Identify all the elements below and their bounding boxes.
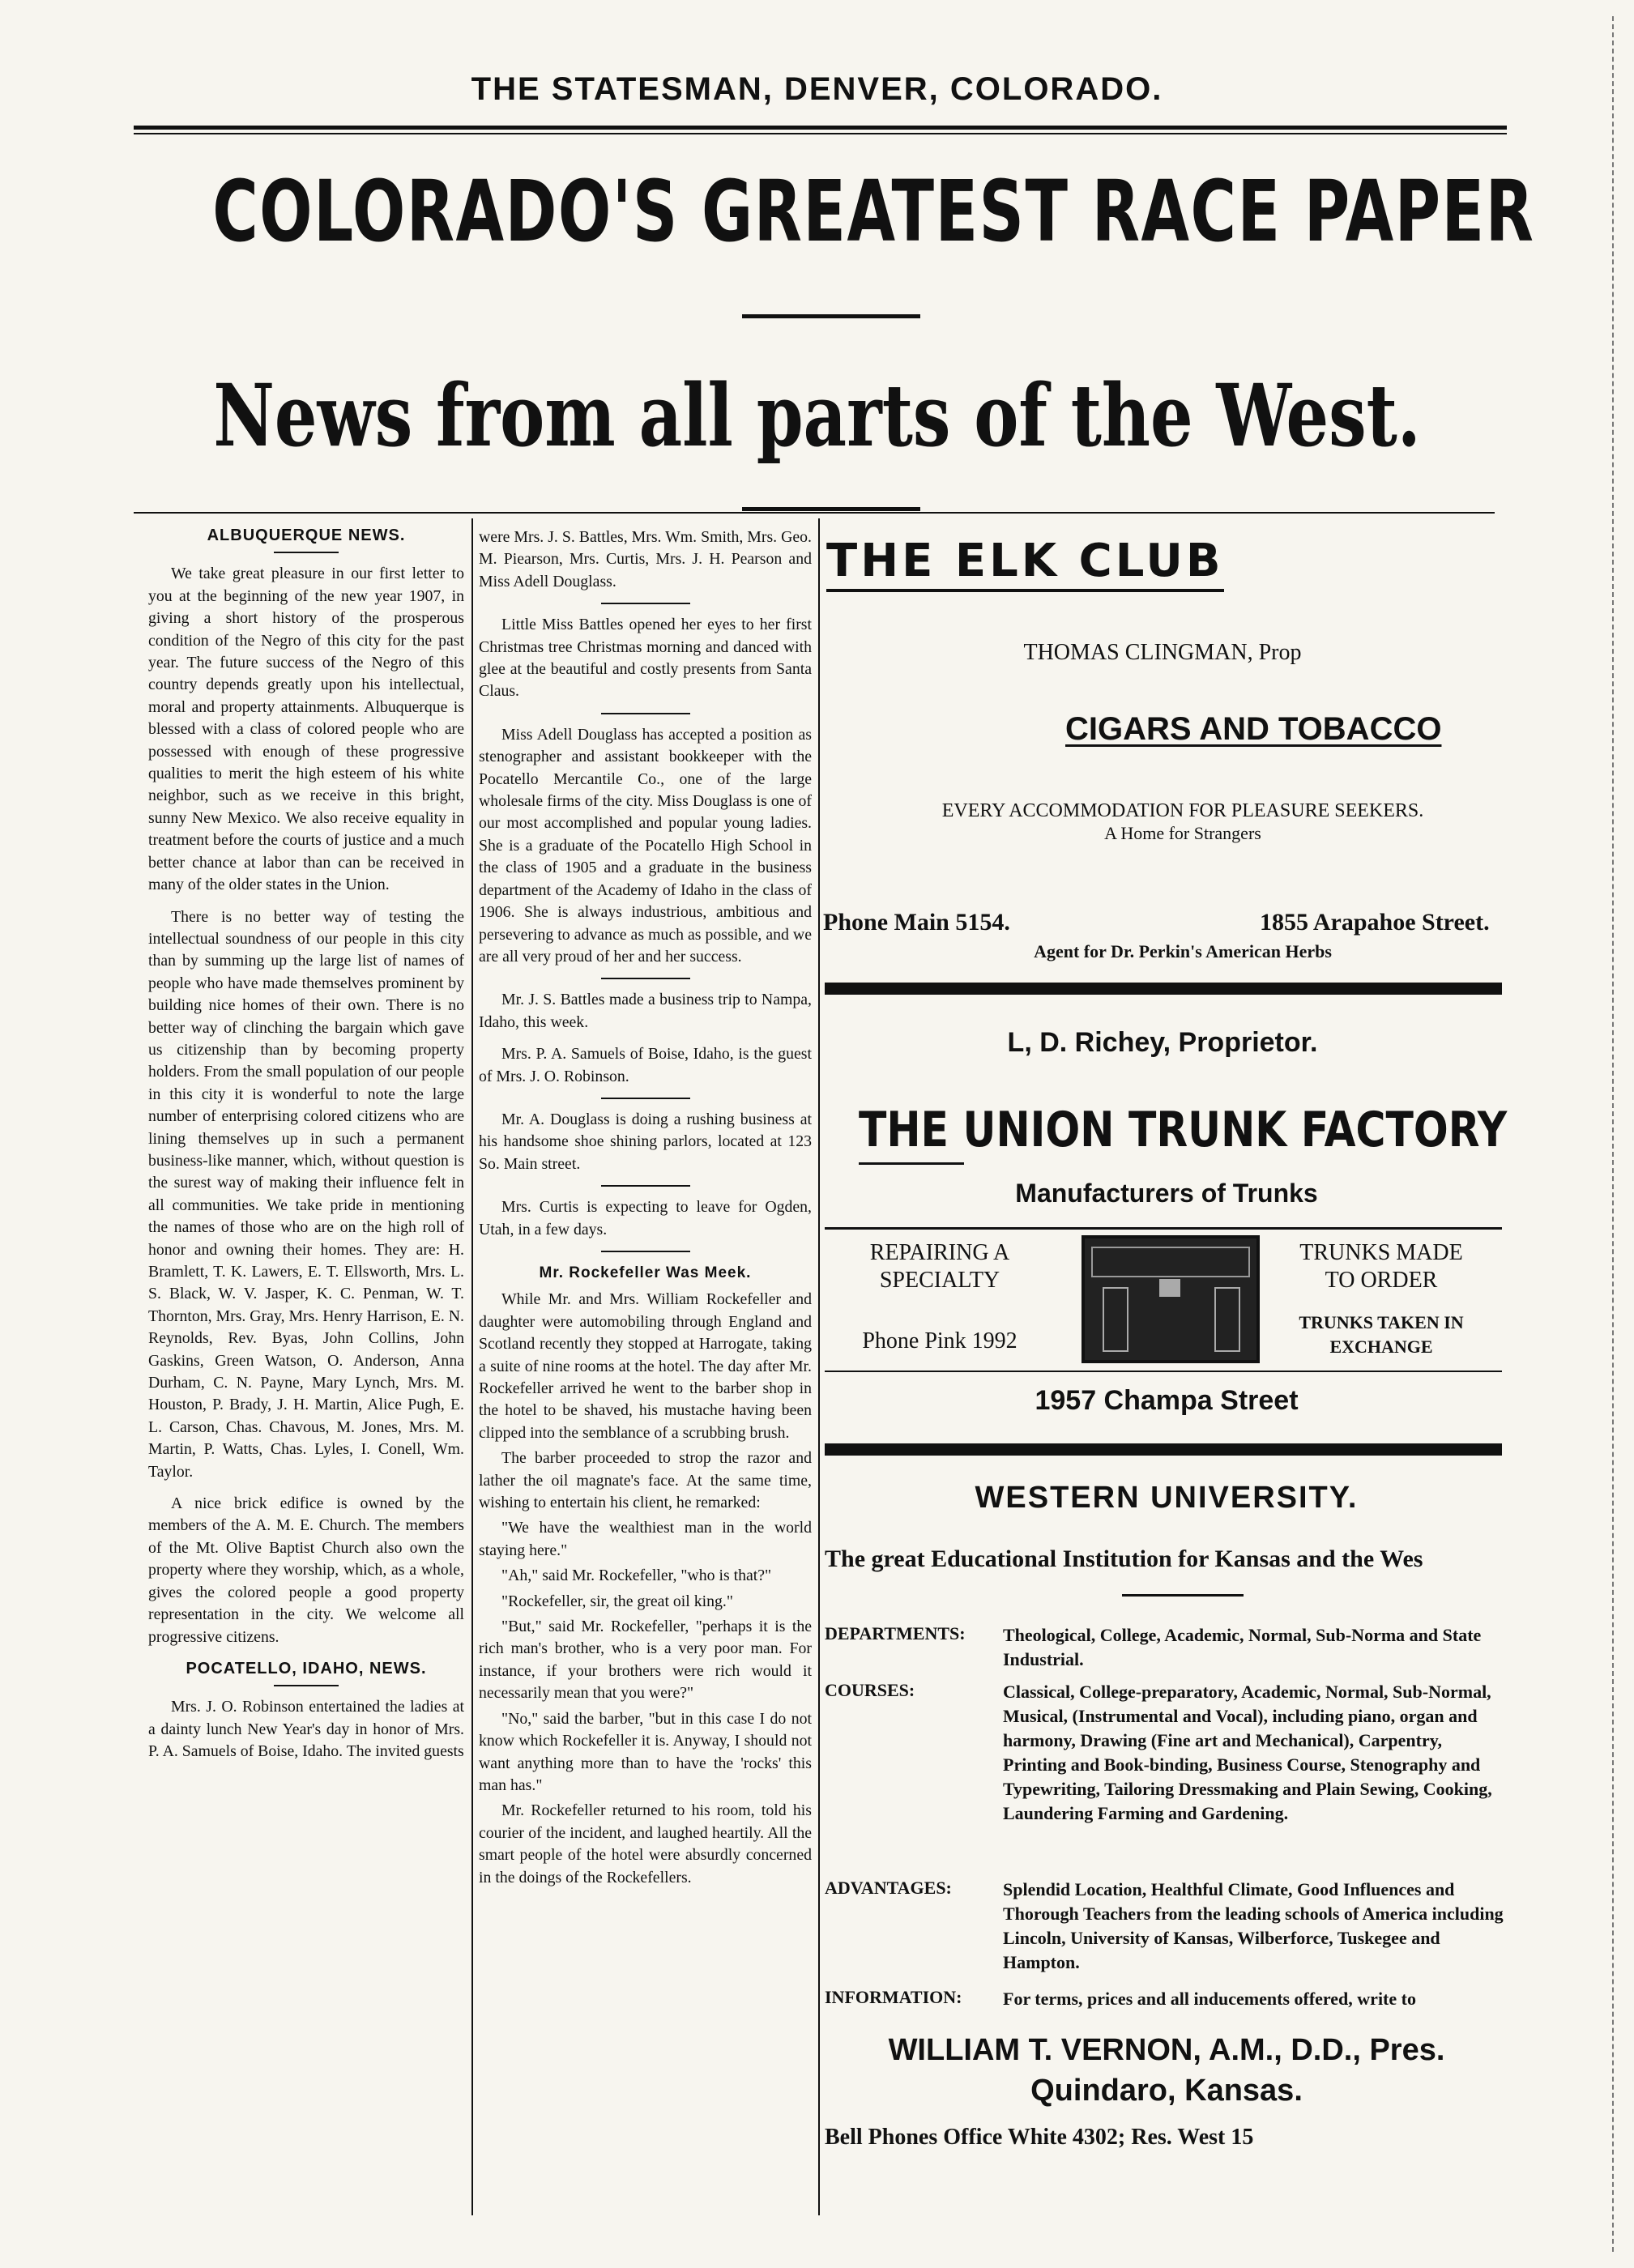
wu-advantages-label: ADVANTAGES: [825,1878,952,1898]
wu-courses: Classical, College-preparatory, Academic, Normal, Sub-Normal, Musical, (Instrumental and Vocal), including piano, organ and harmony, Drawing (Fine art and Mechanical), Carpentry, Printing and Book-binding, Business Course, Stenography and Typewriting, Tailoring Dressmaking and Plain Sewing, Cooking, Laundering Farming and Gardening. [1003,1682,1492,1823]
pocatello-heading: POCATELLO, IDAHO, NEWS. [186,1659,427,1678]
column-2 [479,526,812,1892]
article-paragraph: "We have the wealthiest man in the world staying here." [479,1519,812,1559]
trunk-illustration [1082,1235,1260,1363]
article-paragraph: Little Miss Battles opened her eyes to her first Christmas tree Christmas morning and danced with glee at the beautiful and costly presents from Santa Claus. [479,616,812,701]
article-paragraph: "Ah," said Mr. Rockefeller, "who is that?" [501,1567,772,1585]
article-paragraph: "Rockefeller, sir, the great oil king." [501,1592,733,1610]
trunk-title: THE UNION TRUNK FACTORY [859,1102,1508,1158]
trunk-box-top-rule [825,1227,1502,1230]
article-paragraph: There is no better way of testing the intellectual soundness of our people in this city than by summing up the large list of names of people who have made themselves prominent by building nice homes of their own. There is no better way of clinching the bargain which gave us citizenship than by becoming property holders. From the small population of our people in this city it is wonderful to note the large number of enterprising colored citizens who are lining themselves up in such a permanent business-like manner, which, without question is the surest way of making their influence felt in all communities. We take pride in mentioning the names of those who are on the high roll of honor and owning their homes. They are: H. Bramlett, T. K. Lawers, E. T. Ellsworth, Mrs. L. S. Black, W. V. Jasper, K. C. Penman, W. T. Thornton, Mrs. Gray, Mrs. Henry Harrison, E. N. Reynolds, Rev. Byas, John Collins, John Gaskins, Green Watson, O. Anderson, Anna Durham, C. N. Payne, Mary Lynch, Mrs. M. Houston, P. Brady, J. H. Martin, Alice Pugh, E. L. Carson, Chas. Chavous, M. Jones, Mrs. M. Martin, P. Watts, Chas. Lyles, I. Conell, Wm. Taylor. [148,907,464,1481]
elk-phone: Phone Main 5154. [823,909,1010,936]
item-separator [601,713,690,714]
wu-advantages: Splendid Location, Healthful Climate, Good Influences and Thorough Teachers from the leading schools of America including Lincoln, University of Kansas, Wilberforce, Tuskegee and Hampton. [1003,1879,1504,1972]
trunk-box-bottom-rule [825,1371,1502,1372]
item-separator [601,1185,690,1187]
article-paragraph: Miss Adell Douglass has accepted a position as stenographer and assistant bookkeeper with the Pocatello Mercantile Co., one of the large wholesale firms of the city. Miss Douglass is one of our most accomplished and popular young ladies. She is a graduate of the Pocatello High School in the class of 1905 and a graduate in the business department of the Academy of Idaho in the class of 1906. She is always industrious, ambitious and persevering to advance as much as possible, and we are all very proud of her and her success. [479,725,812,966]
top-rule-thick [134,126,1507,130]
item-separator [601,978,690,979]
elk-address: 1855 Arapahoe Street. [1260,909,1490,936]
wu-courses-label: COURSES: [825,1680,915,1700]
column-separator-2 [818,518,820,2215]
column-separator-1 [471,518,473,2215]
wu-place: Quindaro, Kansas. [1030,2074,1303,2108]
article-paragraph: While Mr. and Mrs. William Rockefeller and daughter were automobiling through England and Scotland recently they stopped at Harrogate, taking a suite of nine rooms at the hotel. The day after Mr. Rockefeller arrived he went to the barber shop in the hotel to be shaved, his mustache having been clipped into the semblance of a scrubbing brush. [479,1290,812,1442]
heading-rule [274,1685,339,1686]
subhead-divider [742,507,920,511]
article-paragraph: Mr. A. Douglass is doing a rushing business at his handsome shoe shining parlors, located at 123 So. Main street. [479,1110,812,1173]
article-paragraph: We take great pleasure in our first letter to you at the beginning of the new year 1907, in giving a short history of the prosperous condition of the Negro of this city for the past year. The future success of the Negro of this country depends greatly upon his intellectual, moral and property attainments. Albuquerque is blessed with a class of colored people who are possessed with enough of these progressive qualities to merit the high esteem of his white neighbor, such as we receive in this bright, sunny New Mexico. We also receive equality in treatment before the courts of justice and a much better chance at labor than can be received in many of the older states in the Union. [148,565,464,894]
trunk-address: 1957 Champa Street [1035,1385,1299,1416]
ad-divider-thick [825,983,1502,995]
wu-tagline: The great Educational Institution for Kansas and the Wes [825,1545,1423,1572]
subhead: News from all parts of the West. [213,364,1421,466]
article-paragraph: A nice brick edifice is owned by the members of the A. M. E. Church. The members of the Mt. Olive Baptist Church also own the property where they worship, which, as a whole, gives the colored people a good property representation in the city. We welcome all progressive citizens. [148,1494,464,1646]
wu-phones: Bell Phones Office White 4302; Res. West 15 [825,2125,1254,2150]
masthead-divider [742,314,920,318]
column-top-rule [134,512,1495,514]
trunk-proprietor: L, D. Richey, Proprietor. [1007,1027,1318,1058]
top-rule-thin [134,133,1507,134]
trunk-repairing: REPAIRING A SPECIALTY [869,1240,1010,1293]
article-paragraph: Mrs. Curtis is expecting to leave for Ogden, Utah, in a few days. [479,1198,812,1238]
item-separator [601,1251,690,1252]
masthead: COLORADO'S GREATEST RACE PAPER [212,162,1535,261]
trunk-manufacturers: Manufacturers of Trunks [1015,1179,1318,1208]
elk-cigars: CIGARS AND TOBACCO [1065,711,1442,747]
article-paragraph: Mrs. P. A. Samuels of Boise, Idaho, is the guest of Mrs. J. O. Robinson. [479,1045,812,1085]
trunk-phone: Phone Pink 1992 [862,1328,1018,1354]
article-paragraph: Mr. Rockefeller returned to his room, told his courier of the incident, and laughed heartily. All the smart people of the hotel were absurdly concerned in the doings of the Rockefellers. [479,1801,812,1886]
article-paragraph: "No," said the barber, "but in this case I do not know which Rockefeller it is. Anyway, I should not want anything more than to have the 'rocks' this man has." [479,1709,812,1794]
rockefeller-heading: Mr. Rockefeller Was Meek. [539,1264,752,1281]
item-separator [601,603,690,604]
elk-proprietor: THOMAS CLINGMAN, Prop [1023,640,1302,665]
wu-departments-label: DEPARTMENTS: [825,1623,966,1643]
item-separator [601,1098,690,1099]
wu-departments: Theological, College, Academic, Normal, Sub-Norma and State Industrial. [1003,1625,1482,1669]
trunk-title-rule [859,1162,964,1165]
column-1 [148,525,464,1773]
albuquerque-heading: ALBUQUERQUE NEWS. [207,526,406,544]
article-paragraph: Mr. J. S. Battles made a business trip to Nampa, Idaho, this week. [479,991,812,1031]
trunk-exchange: TRUNKS TAKEN IN EXCHANGE [1299,1312,1464,1357]
elk-club-title: THE ELK CLUB [826,535,1224,592]
trunk-made-to-order: TRUNKS MADE TO ORDER [1299,1240,1463,1293]
article-paragraph: were Mrs. J. S. Battles, Mrs. Wm. Smith, Mrs. Geo. M. Piearson, Mrs. Curtis, Mrs. J. H. Pearson and Miss Adell Douglass. [479,528,812,590]
running-head: THE STATESMAN, DENVER, COLORADO. [471,71,1163,107]
elk-accommodation: EVERY ACCOMMODATION FOR PLEASURE SEEKERS. [941,800,1424,821]
wu-rule [1122,1594,1244,1597]
elk-agent: Agent for Dr. Perkin's American Herbs [1034,941,1332,961]
article-paragraph: Mrs. J. O. Robinson entertained the ladies at a dainty lunch New Year's day in honor of Mrs. P. A. Samuels of Boise, Idaho. The invited guests [148,1698,464,1761]
article-paragraph: "But," said Mr. Rockefeller, "perhaps it is the rich man's brother, who is a very poor man. For instance, if your brothers were rich would it necessarily mean that you were?" [479,1618,812,1703]
article-paragraph: The barber proceeded to strop the razor and lather the oil magnate's face. At the same time, wishing to entertain his client, he remarked: [479,1449,812,1512]
wu-information: For terms, prices and all inducements offered, write to [1003,1989,1416,2009]
wu-president: WILLIAM T. VERNON, A.M., D.D., Pres. [888,2033,1445,2067]
wu-title: WESTERN UNIVERSITY. [975,1481,1359,1515]
elk-home: A Home for Strangers [1104,823,1261,843]
ad-divider-thick [825,1443,1502,1456]
wu-information-label: INFORMATION: [825,1987,962,2007]
heading-rule [274,552,339,553]
